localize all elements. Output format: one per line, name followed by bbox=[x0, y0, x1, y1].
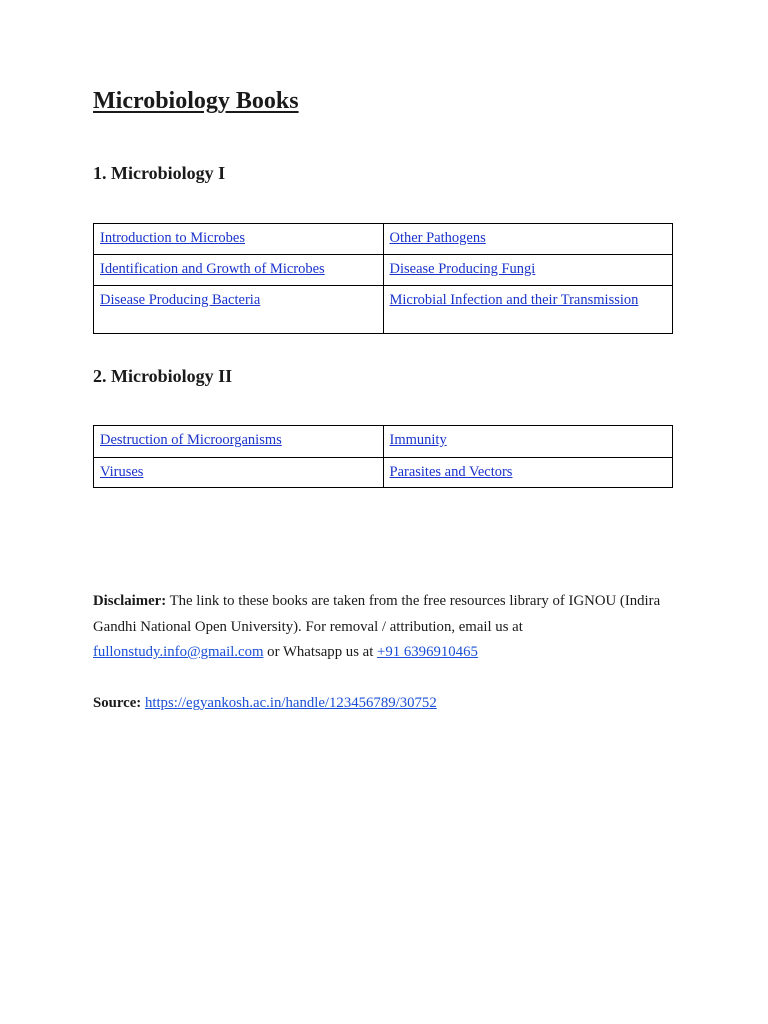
table-cell bbox=[383, 426, 673, 458]
page-title: Microbiology Books bbox=[93, 88, 299, 114]
book-link-immunity[interactable]: Immunity bbox=[389, 432, 447, 448]
disclaimer-paragraph bbox=[93, 589, 668, 666]
disclaimer-label: Disclaimer: bbox=[93, 593, 167, 609]
table-cell bbox=[94, 286, 384, 334]
source-label: Source: bbox=[93, 695, 142, 711]
book-link-destruction-of-microorganisms[interactable]: Destruction of Microorganisms bbox=[100, 432, 282, 448]
book-link-identification-and-growth[interactable]: Identification and Growth of Microbes bbox=[100, 261, 325, 277]
book-link-introduction-to-microbes[interactable]: Introduction to Microbes bbox=[100, 230, 245, 246]
book-link-microbial-infection[interactable]: Microbial Infection and their Transmission bbox=[389, 292, 639, 308]
table-row bbox=[94, 286, 673, 334]
table-cell bbox=[383, 255, 673, 286]
book-link-disease-producing-fungi[interactable]: Disease Producing Fungi bbox=[389, 261, 536, 277]
phone-link[interactable]: +91 6396910465 bbox=[377, 644, 478, 660]
email-link[interactable]: fullonstudy.info@gmail.com bbox=[93, 644, 264, 660]
source-link[interactable]: https://egyankosh.ac.in/handle/123456789/30752 bbox=[144, 695, 437, 711]
table-row bbox=[94, 255, 673, 286]
table-cell bbox=[94, 458, 384, 488]
book-link-parasites-and-vectors[interactable]: Parasites and Vectors bbox=[389, 464, 513, 480]
table-cell bbox=[94, 224, 384, 255]
table-cell bbox=[94, 255, 384, 286]
table-row bbox=[94, 224, 673, 255]
book-link-viruses[interactable]: Viruses bbox=[100, 464, 144, 480]
table-cell bbox=[383, 286, 673, 334]
disclaimer-text: The link to these books are taken from the free resources library of IGNOU (Indira Gandhi National Open University). For removal / attribution, email us at bbox=[93, 593, 661, 635]
table-row bbox=[94, 426, 673, 458]
table-row bbox=[94, 458, 673, 488]
microbiology-2-table bbox=[93, 425, 673, 488]
section-heading-microbiology-2: 2. Microbiology II bbox=[93, 366, 233, 386]
book-link-other-pathogens[interactable]: Other Pathogens bbox=[389, 230, 486, 246]
source-paragraph bbox=[93, 691, 668, 717]
table-cell bbox=[383, 224, 673, 255]
table-cell bbox=[383, 458, 673, 488]
table-cell bbox=[94, 426, 384, 458]
disclaimer-text-whatsapp: or Whatsapp us at bbox=[263, 644, 378, 660]
book-link-disease-producing-bacteria[interactable]: Disease Producing Bacteria bbox=[100, 292, 261, 308]
microbiology-1-table bbox=[93, 223, 673, 334]
section-heading-microbiology-1: 1. Microbiology I bbox=[93, 163, 226, 183]
